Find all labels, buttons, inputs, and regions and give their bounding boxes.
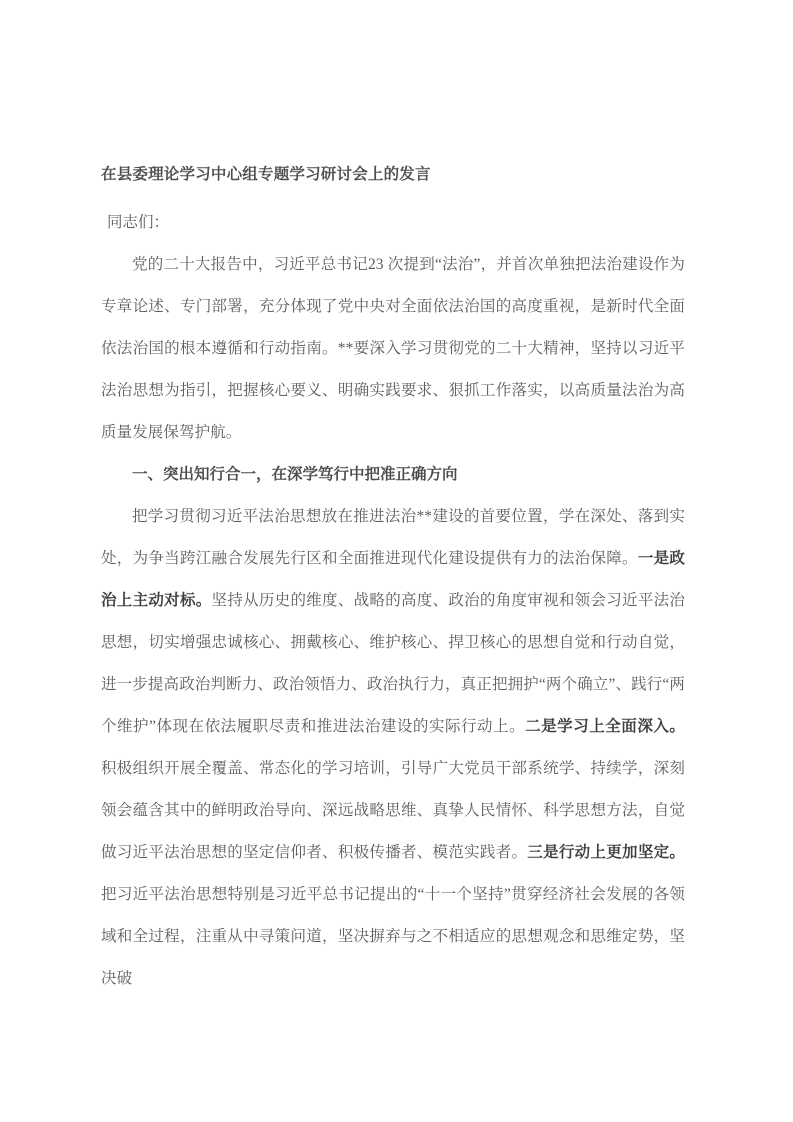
body-run-1: 把学习贯彻习近平法治思想放在推进法治**建设的首要位置，学在深处、落到实处，为争当跨江融合发展先行区和全面推进现代化建设提供有力的法治保障。 xyxy=(101,508,685,567)
paragraph-section-1-body xyxy=(101,496,685,1000)
salutation: 同志们： xyxy=(107,214,170,231)
body-run-2: 坚持从历史的维度、战略的高度、政治的角度审视和领会习近平法治思想，切实增强忠诚核心、拥戴核心、维护核心、捍卫核心的思想自觉和行动自觉，进一步提高政治判断力、政治领悟力、政治执行力，真正把拥护“两个确立”、践行“两个维护”体现在依法履职尽责和推进法治建设的实际行动上。 xyxy=(101,592,685,735)
body-run-4: 把习近平法治思想特别是习近平总书记提出的“十一个坚持”贯穿经济社会发展的各领域和全过程，注重从中寻策问道，坚决摒弃与之不相适应的思想观念和思维定势，坚决破 xyxy=(101,886,685,987)
section-heading-1: 一、突出知行合一，在深学笃行中把准正确方向 xyxy=(132,466,458,483)
lead-run-2: 二是学习上全面深入。 xyxy=(525,718,685,735)
page-title: 在县委理论学习中心组专题学习研讨会上的发言 xyxy=(101,166,431,183)
document-body xyxy=(101,160,685,1000)
lead-run-1: 一是政治上主动对标。 xyxy=(101,550,685,609)
paragraph-intro: 党的二十大报告中，习近平总书记23 次提到“法治”，并首次单独把法治建设作为专章论述、专门部署，充分体现了党中央对全面依法治国的高度重视，是新时代全面依法治国的根本遵循和行动指南。**要深入学习贯彻党的二十大精神，坚持以习近平法治思想为指引，把握核心要义、明确实践要求、狠抓工作落实，以高质量法治为高质量发展保驾护航。 xyxy=(101,256,685,441)
body-run-3: 积极组织开展全覆盖、常态化的学习培训，引导广大党员干部系统学、持续学，深刻领会蕴含其中的鲜明政治导向、深远战略思维、真挚人民情怀、科学思想方法，自觉做习近平法治思想的坚定信仰者、积极传播者、模范实践者。 xyxy=(101,760,685,861)
lead-run-3: 三是行动上更加坚定。 xyxy=(527,844,685,861)
